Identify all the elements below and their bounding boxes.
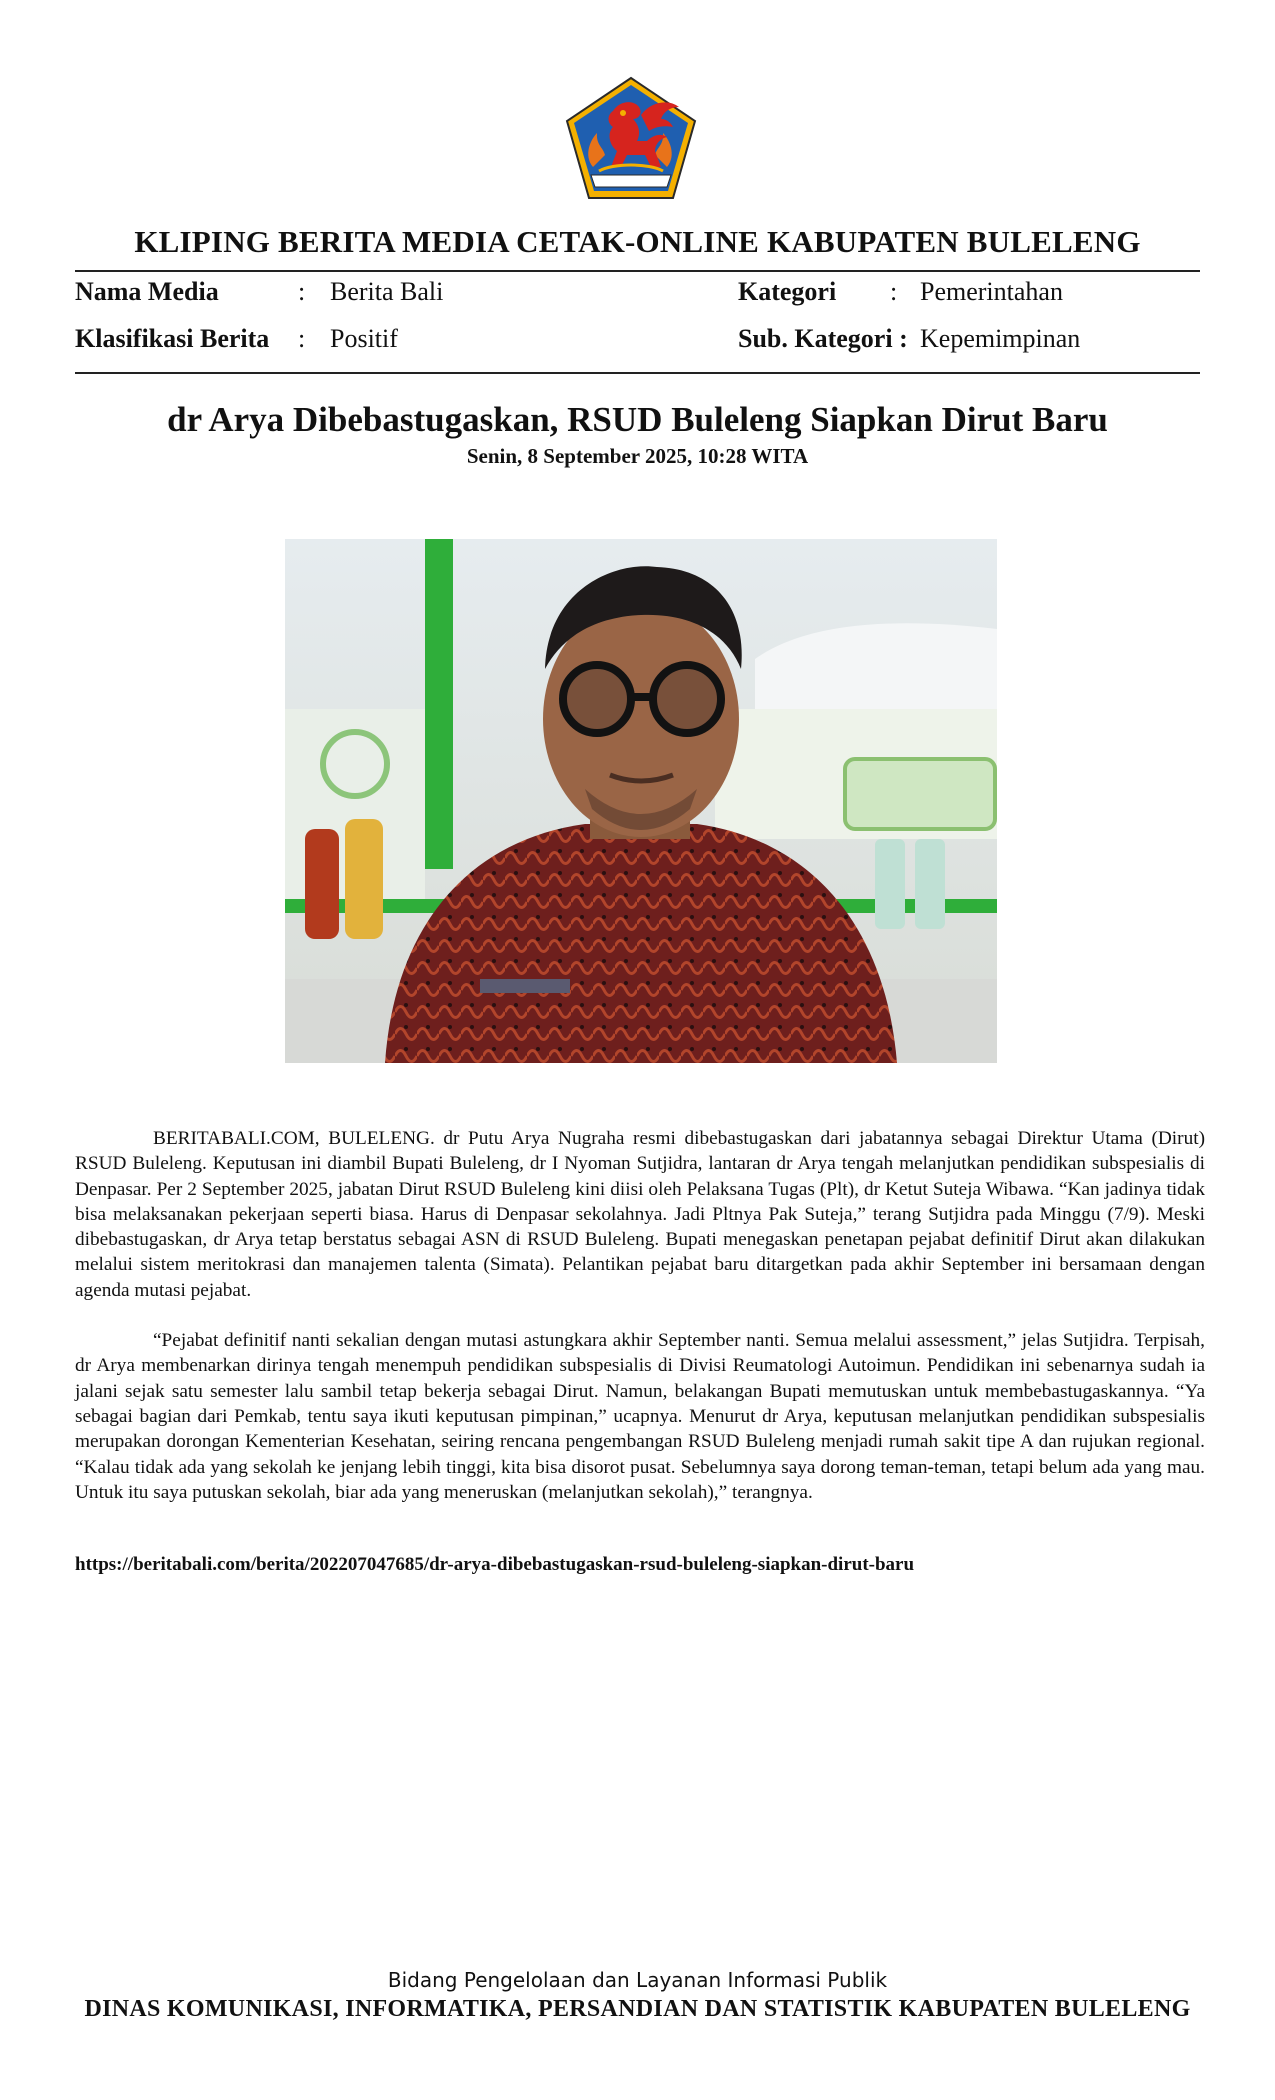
classification-colon: :	[298, 324, 306, 353]
media-value: Berita Bali	[330, 277, 444, 306]
article-headline: dr Arya Dibebastugaskan, RSUD Buleleng Siapkan Dirut Baru	[167, 400, 1108, 439]
subcategory-label: Sub. Kategori :	[738, 324, 908, 353]
footer-division: Bidang Pengelolaan dan Layanan Informasi Publik	[387, 1968, 888, 1992]
article-dateline: Senin, 8 September 2025, 10:28 WITA	[466, 444, 809, 468]
meta-row-classification	[75, 324, 1200, 364]
footer-agency: DINAS KOMUNIKASI, INFORMATIKA, PERSANDIAN DAN STATISTIK KABUPATEN BULELENG	[84, 1996, 1191, 2022]
source-url[interactable]: https://beritabali.com/berita/202207047685/dr-arya-dibebastugaskan-rsud-buleleng-siapkan-dirut-baru	[75, 1554, 915, 1575]
classification-label: Klasifikasi Berita	[75, 324, 270, 353]
document-title: KLIPING BERITA MEDIA CETAK-ONLINE KABUPATEN BULELENG	[134, 224, 1141, 259]
article-paragraph: BERITABALI.COM, BULELENG. dr Putu Arya Nugraha resmi dibebastugaskan dari jabatannya sebagai Direktur Utama (Dirut) RSUD Buleleng. Keputusan ini diambil Bupati Buleleng, dr I Nyoman Sutjidra, lantaran dr Arya tengah melanjutkan pendidikan subspesialis di Denpasar. Per 2 September 2025, jabatan Dirut RSUD Buleleng kini diisi oleh Pelaksana Tugas (Plt), dr Ketut Suteja Wibawa. “Kan jadinya tidak bisa melaksanakan pekerjaan seperti biasa. Harus di Denpasar sekolahnya. Jadi Pltnya Pak Suteja,” terang Sutjidra pada Minggu (7/9). Meski dibebastugaskan, dr Arya tetap berstatus sebagai ASN di RSUD Buleleng. Bupati menegaskan penetapan pejabat definitif Dirut akan dilakukan melalui sistem meritokrasi dan manajemen talenta (Simata). Pelantikan pejabat baru ditargetkan pada akhir September ini bersamaan dengan agenda mutasi pejabat.	[75, 1128, 1205, 1301]
category-colon: :	[890, 277, 898, 306]
header-divider-bottom	[75, 372, 1200, 374]
article-body	[75, 1126, 1205, 1530]
media-label: Nama Media	[75, 277, 219, 306]
article-paragraph: “Pejabat definitif nanti sekalian dengan mutasi astungkara akhir September nanti. Semua melalui assessment,” jelas Sutjidra. Terpisah, dr Arya membenarkan dirinya tengah menempuh pendidikan subspesialis di Divisi Reumatologi Autoimun. Pendidikan ini sebenarnya sudah ia jalani sejak satu semester lalu sambil tetap bekerja sebagai Dirut. Namun, belakangan Bupati memutuskan untuk membebastugaskannya. “Ya sebagai bagian dari Pemkab, tentu saya ikuti keputusan pimpinan,” ucapnya. Menurut dr Arya, keputusan melanjutkan pendidikan subspesialis merupakan dorongan Kementerian Kesehatan, seiring rencana pengembangan RSUD Buleleng menjadi rumah sakit tipe A dan rujukan regional. “Kalau tidak ada yang sekolah ke jenjang lebih tinggi, kita bisa disorot pusat. Sebelumnya saya dorong teman-teman, tetapi belum ada yang mau. Untuk itu saya putuskan sekolah, biar ada yang meneruskan (melanjutkan sekolah),” terangnya.	[75, 1330, 1205, 1503]
header-divider-top	[75, 270, 1200, 272]
category-label: Kategori	[738, 277, 837, 306]
meta-row-media	[75, 277, 1200, 317]
classification-value: Positif	[330, 324, 398, 353]
buleleng-regency-emblem-icon	[563, 75, 699, 201]
article-photo	[285, 539, 997, 1063]
regency-logo	[563, 75, 699, 201]
subcategory-value: Kepemimpinan	[920, 324, 1081, 353]
category-value: Pemerintahan	[920, 277, 1063, 306]
media-colon: :	[298, 277, 306, 306]
portrait-photo-icon	[285, 539, 997, 1063]
